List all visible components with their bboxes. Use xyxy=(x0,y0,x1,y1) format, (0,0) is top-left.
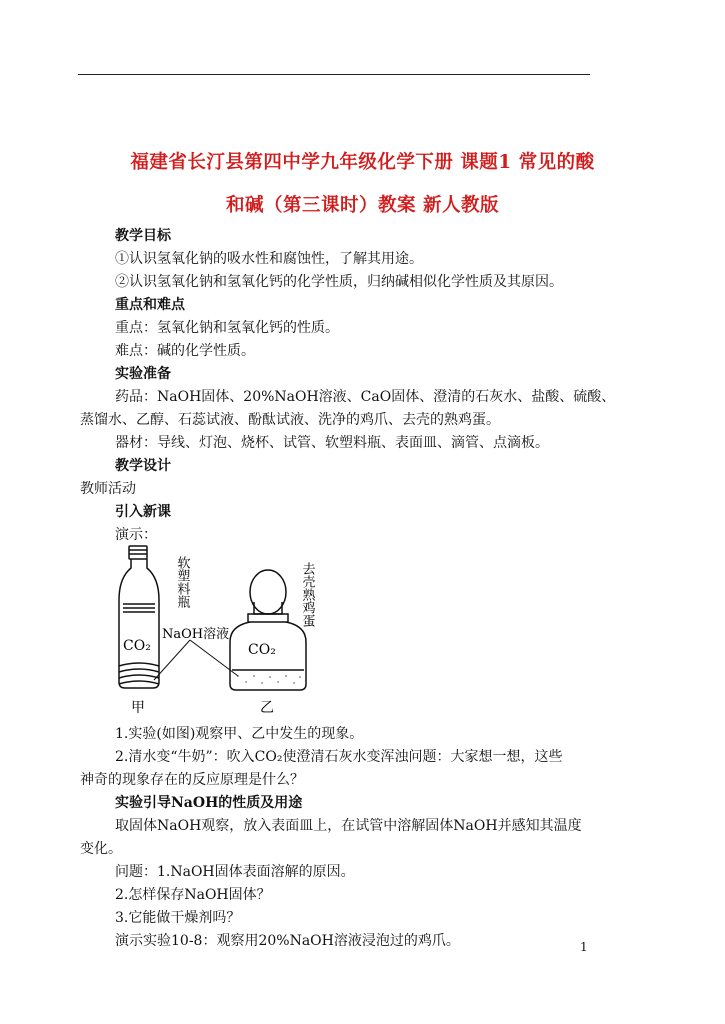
step-2-line-2: 神奇的现象存在的反应原理是什么？ xyxy=(80,772,304,788)
equipment: 器材：导线、灯泡、烧杯、试管、软塑料瓶、表面皿、滴管、点滴板。 xyxy=(115,435,549,451)
caption-left: 甲 xyxy=(131,700,145,716)
question-3: 3.它能做干燥剂吗？ xyxy=(115,910,241,926)
design-heading: 教学设计 xyxy=(115,458,171,474)
key-difficulty-heading: 重点和难点 xyxy=(115,297,185,313)
demo-10-8: 演示实验10-8：观察用20%NaOH溶液浸泡过的鸡爪。 xyxy=(115,933,460,949)
objective-2: ②认识氢氧化钠和氢氧化钙的化学性质，归纳碱相似化学性质及其原因。 xyxy=(115,274,563,290)
plastic-bottle-illustration xyxy=(119,546,159,688)
gas-label-left: CO₂ xyxy=(123,638,151,654)
objective-1: ①认识氢氧化钠的吸水性和腐蚀性，了解其用途。 xyxy=(115,251,423,267)
header-rule xyxy=(78,74,590,75)
solution-dots xyxy=(237,675,301,684)
question-1: 问题：1.NaOH固体表面溶解的原因。 xyxy=(115,864,355,880)
demo-label: 演示： xyxy=(115,527,157,543)
step-2-line-1: 2.清水变“牛奶”：吹入CO₂使澄清石灰水变浑浊问题：大家想一想，这些 xyxy=(115,749,563,765)
page-number: 1 xyxy=(580,940,588,954)
teacher-activity: 教师活动 xyxy=(80,481,136,497)
document-title-line-2: 和碱（第三课时）教案 新人教版 xyxy=(226,195,499,216)
gas-label-right: CO₂ xyxy=(248,642,276,658)
flask-illustration xyxy=(230,570,306,690)
key-point: 重点：氢氧化钠和氢氧化钙的性质。 xyxy=(115,320,339,336)
naoh-heading: 实验引导NaOH的性质及用途 xyxy=(115,795,303,811)
caption-right: 乙 xyxy=(260,700,274,716)
question-2: 2.怎样保存NaOH固体？ xyxy=(115,887,271,903)
label-pointer-lines xyxy=(154,640,238,680)
naoh-desc-line-2: 变化。 xyxy=(80,841,122,857)
prep-heading: 实验准备 xyxy=(115,366,171,382)
step-1: 1.实验(如图)观察甲、乙中发生的现象。 xyxy=(115,726,364,742)
intro-heading: 引入新课 xyxy=(115,504,171,520)
solution-label: NaOH溶液 xyxy=(162,627,230,642)
document-title-line-1: 福建省长汀县第四中学九年级化学下册 课题1 常见的酸 xyxy=(130,152,595,173)
objectives-heading: 教学目标 xyxy=(115,228,171,244)
reagents-line-2: 蒸馏水、乙醇、石蕊试液、酚酞试液、洗净的鸡爪、去壳的熟鸡蛋。 xyxy=(80,412,500,428)
bottle-label: 软塑料瓶 xyxy=(174,556,190,608)
reagents-line-1: 药品：NaOH固体、20%NaOH溶液、CaO固体、澄清的石灰水、盐酸、硫酸、 xyxy=(115,389,616,405)
difficulty: 难点：碱的化学性质。 xyxy=(115,343,255,359)
naoh-desc-line-1: 取固体NaOH观察，放入表面皿上，在试管中溶解固体NaOH并感知其温度 xyxy=(115,818,582,834)
experiment-figure xyxy=(110,542,330,717)
egg-label: 去壳熟鸡蛋 xyxy=(299,562,315,627)
